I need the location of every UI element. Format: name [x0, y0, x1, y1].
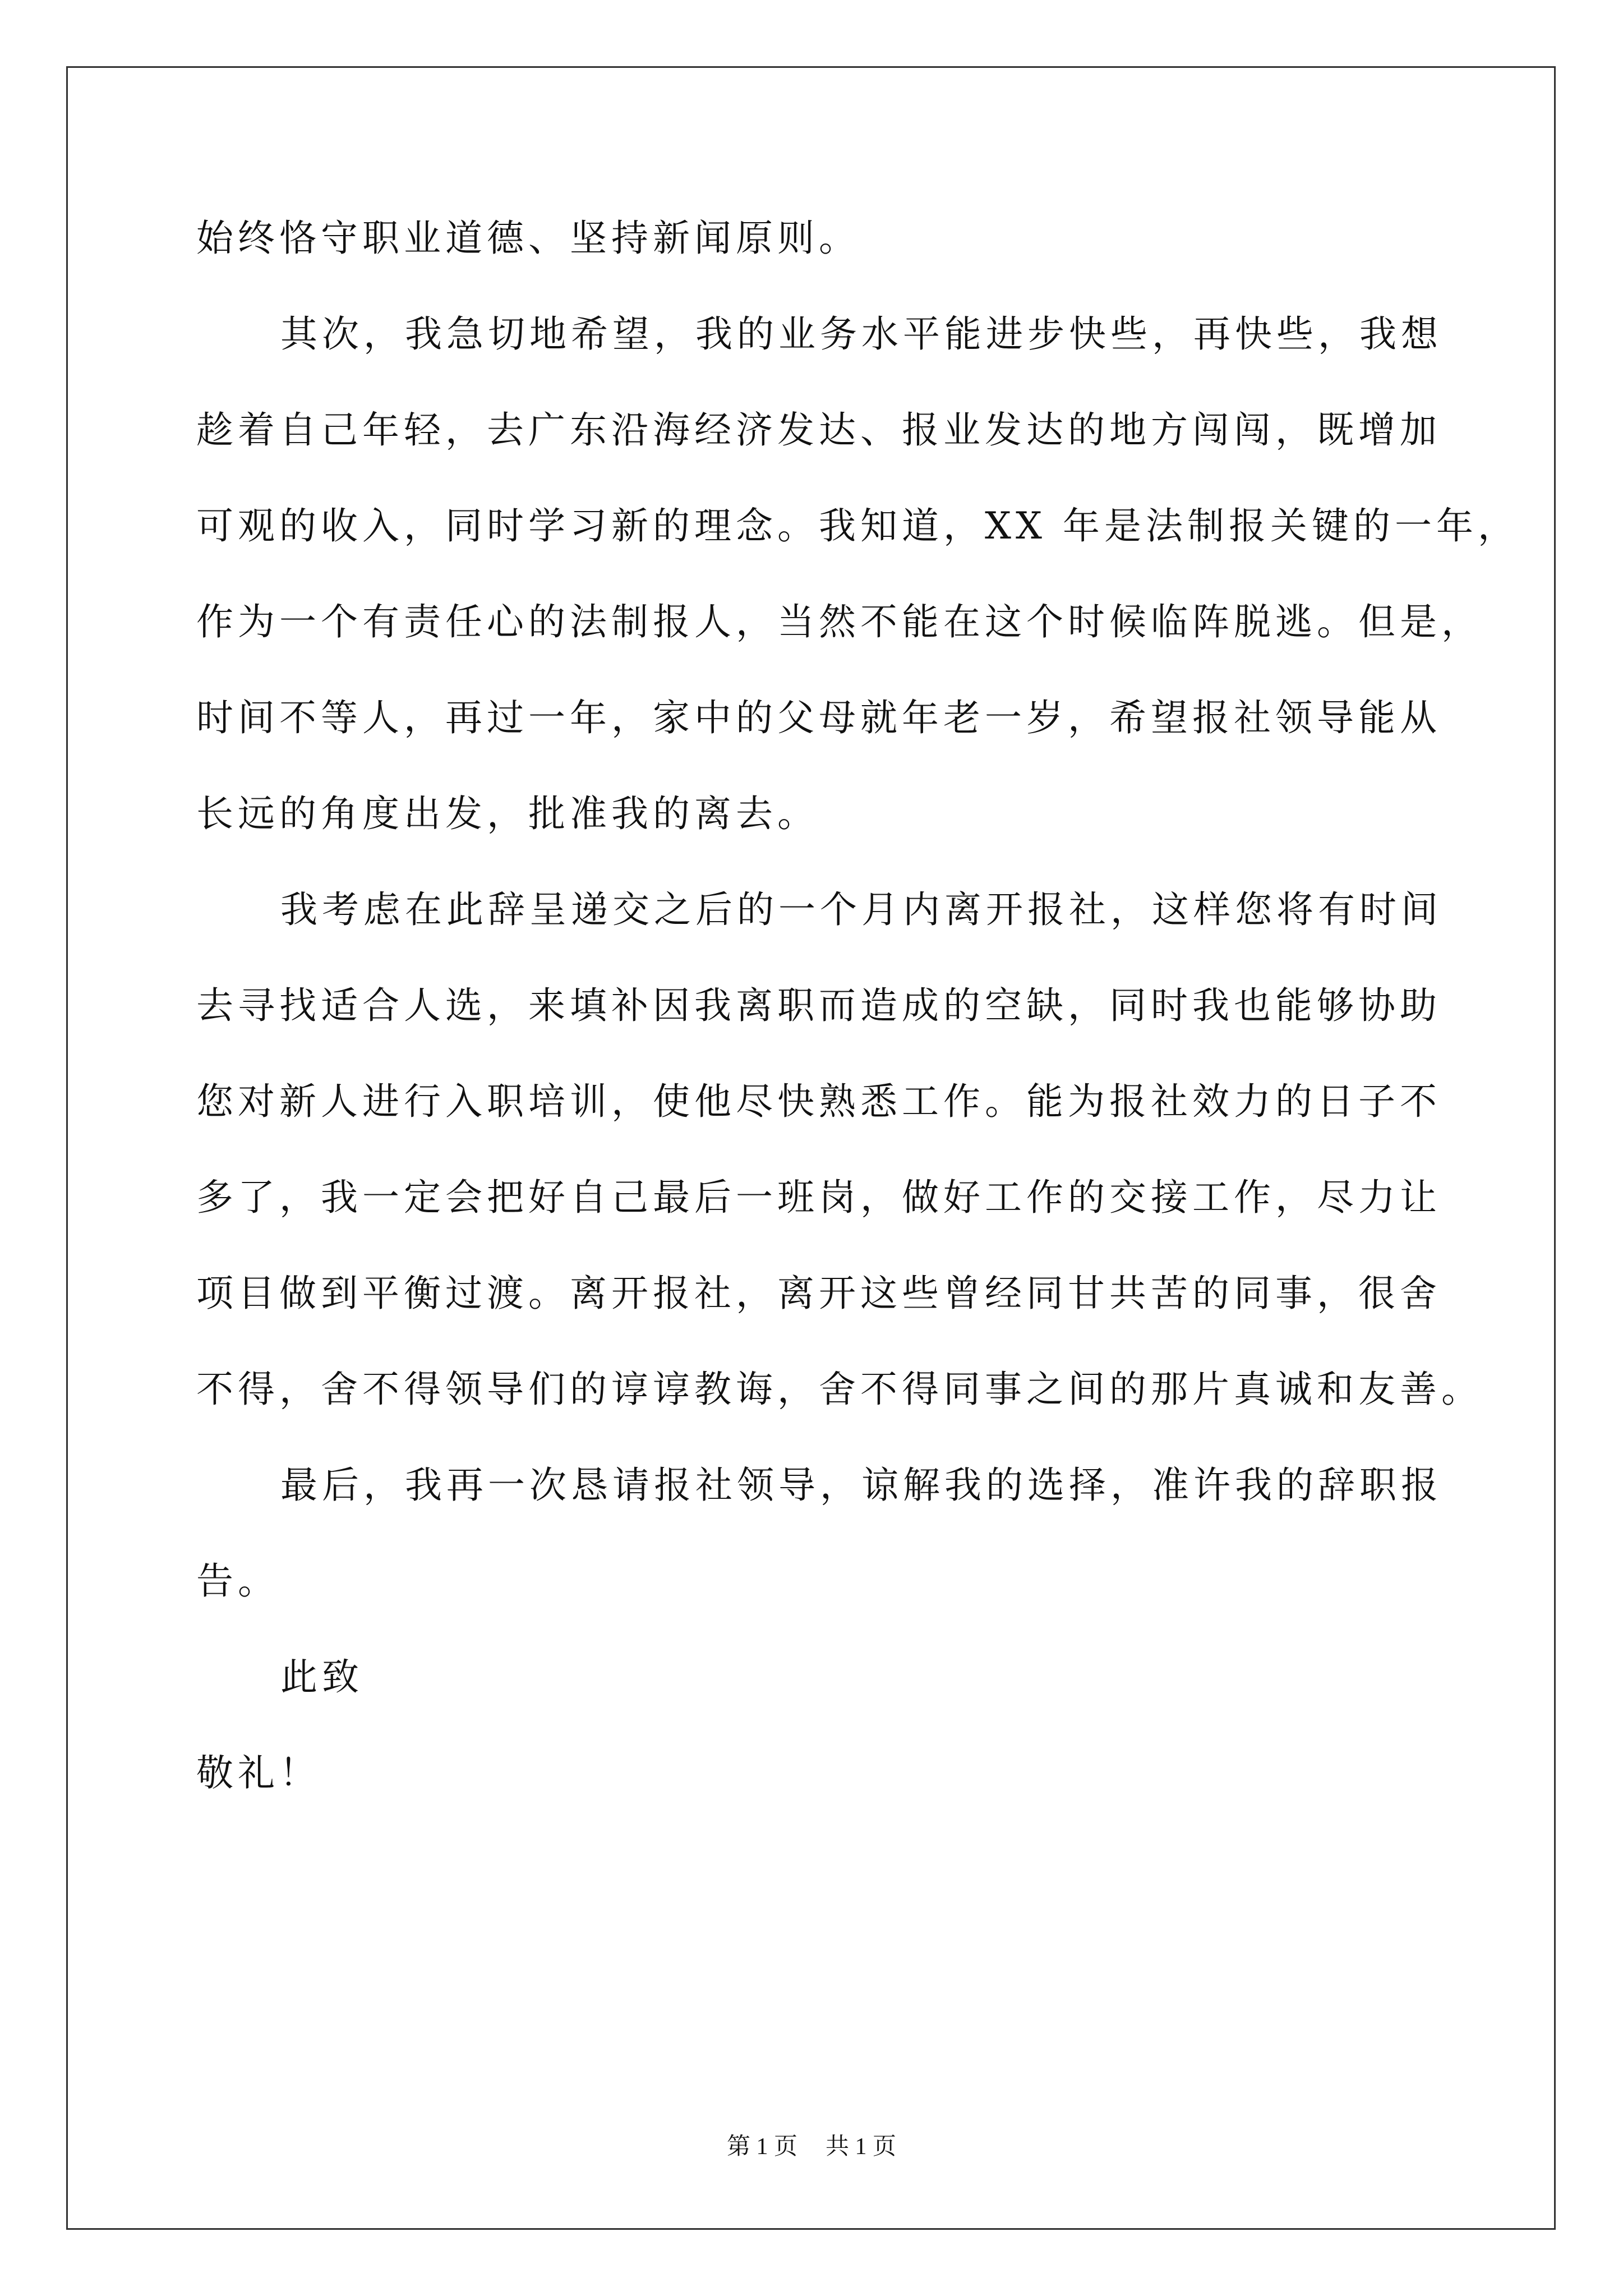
text-line: 长远的角度出发，批准我的离去。 [196, 792, 819, 835]
text-line: 可观的收入，同时学习新的理念。我知道，XX 年是法制报关键的一年， [196, 504, 1519, 547]
text-line: 去寻找适合人选，来填补因我离职而造成的空缺，同时我也能够协助 [196, 984, 1441, 1027]
closing-regards: 敬礼！ [196, 1751, 321, 1795]
page-number: 第 1 页 [726, 2134, 797, 2160]
text-line: 您对新人进行入职培训，使他尽快熟悉工作。能为报社效力的日子不 [196, 1080, 1441, 1123]
text-line: 项目做到平衡过渡。离开报社，离开这些曾经同甘共苦的同事，很舍 [196, 1272, 1441, 1315]
text-line: 我考虑在此辞呈递交之后的一个月内离开报社，这样您将有时间 [280, 888, 1442, 931]
text-line: 趁着自己年轻，去广东沿海经济发达、报业发达的地方闯闯，既增加 [196, 408, 1441, 452]
text-line: 其次，我急切地希望，我的业务水平能进步快些，再快些，我想 [280, 312, 1442, 356]
text-line: 告。 [196, 1559, 279, 1603]
page-border [66, 66, 1556, 2230]
page-total: 共 1 页 [826, 2134, 897, 2160]
text-line: 时间不等人，再过一年，家中的父母就年老一岁，希望报社领导能从 [196, 696, 1441, 739]
text-line: 最后，我再一次恳请报社领导，谅解我的选择，准许我的辞职报 [280, 1464, 1442, 1507]
closing-salutation: 此致 [280, 1655, 363, 1699]
text-line: 作为一个有责任心的法制报人，当然不能在这个时候临阵脱逃。但是， [196, 600, 1483, 643]
text-line: 不得，舍不得领导们的谆谆教诲，舍不得同事之间的那片真诚和友善。 [196, 1368, 1483, 1411]
text-line: 多了，我一定会把好自己最后一班岗，做好工作的交接工作，尽力让 [196, 1176, 1441, 1219]
page-footer [0, 2133, 1623, 2161]
text-line: 始终恪守职业道德、坚持新闻原则。 [196, 217, 860, 260]
